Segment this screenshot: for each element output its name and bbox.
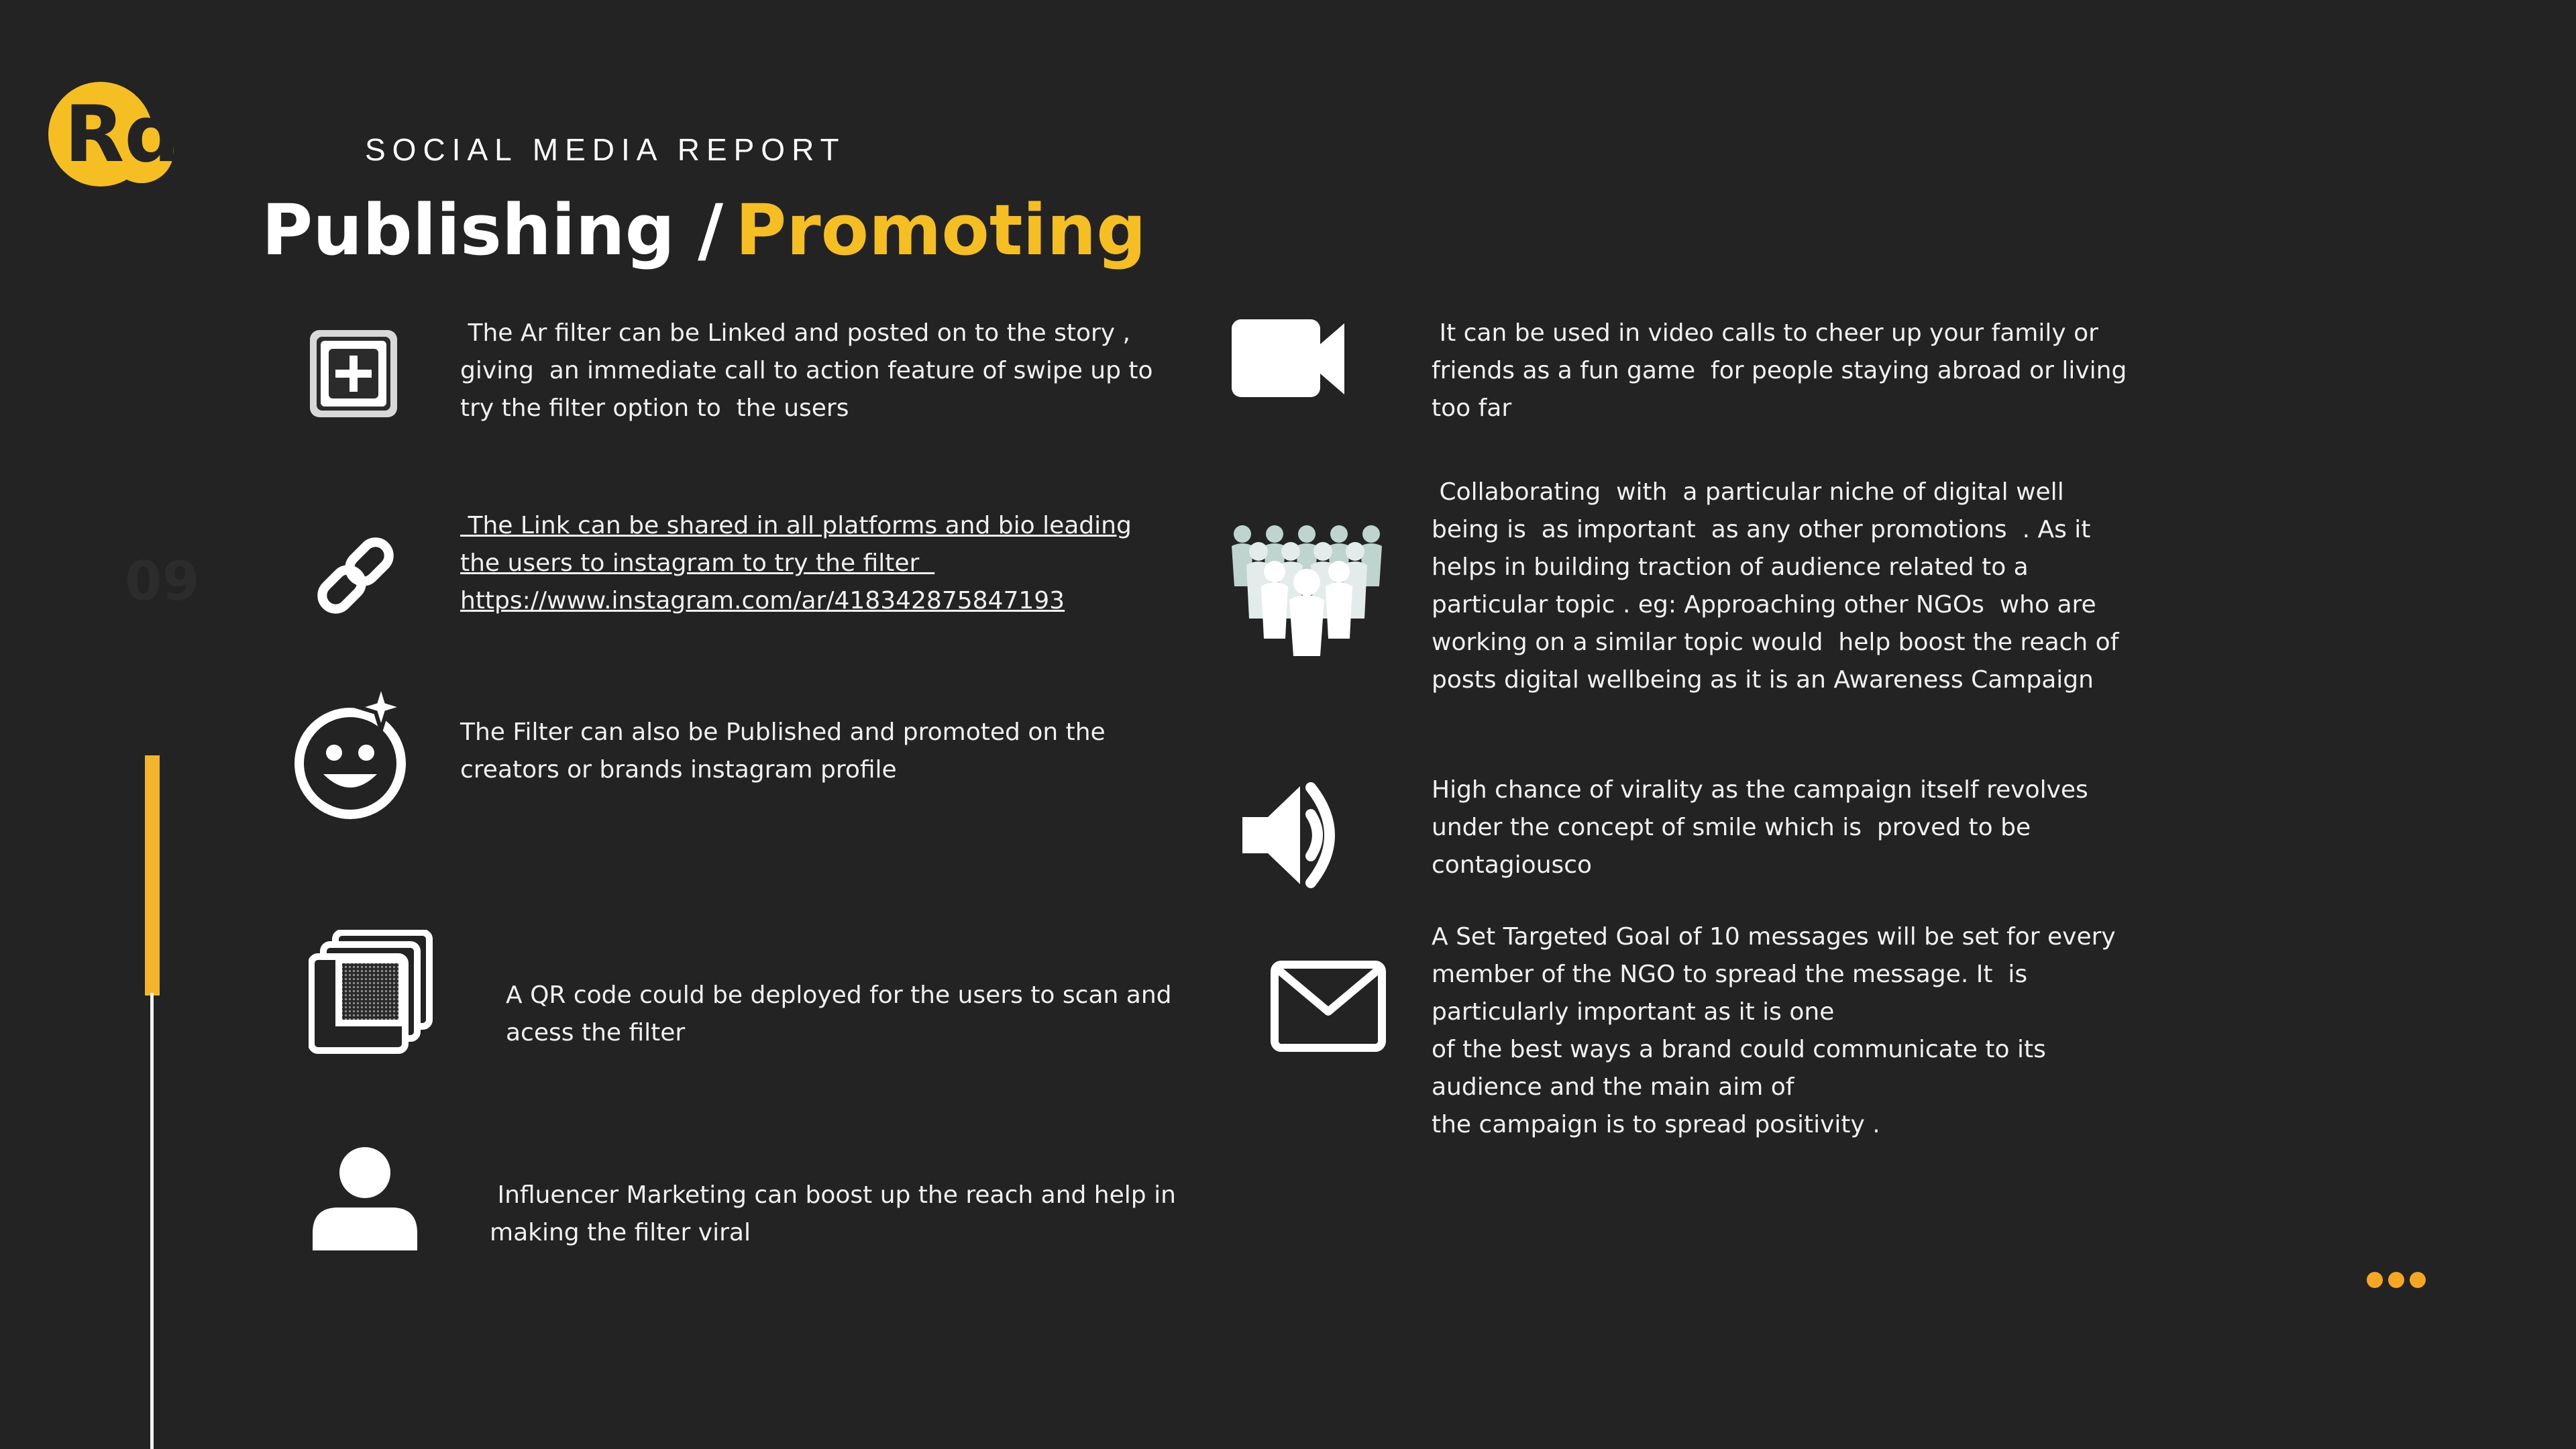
- title-publishing: Publishing: [262, 189, 676, 271]
- left-item-3-text: The Filter can also be Published and promoted on the creators or brands instagram profile: [460, 718, 1106, 784]
- crowd-icon: [1230, 525, 1385, 661]
- user-icon: [311, 1146, 419, 1256]
- link-description: The Link can be shared in all platforms and bio leading the users to instagram to try the filter: [460, 512, 1132, 577]
- report-eyebrow: SOCIAL MEDIA REPORT: [365, 132, 846, 167]
- brand-logo: [38, 82, 199, 196]
- title-promoting: Promoting: [735, 189, 1146, 271]
- page-number: 09: [125, 550, 200, 612]
- timeline-line: [150, 993, 154, 1449]
- page-title: [262, 186, 1146, 274]
- right-item-1-text: It can be used in video calls to cheer up your family or friends as a fun game for people staying abroad or living too far: [1432, 319, 2127, 422]
- sparkle-smiley-icon: [288, 682, 409, 825]
- link-icon: [310, 530, 401, 624]
- speaker-icon: [1241, 778, 1362, 895]
- left-item-5-text: Influencer Marketing can boost up the reach and help in making the filter viral: [490, 1181, 1176, 1246]
- add-square-icon: [309, 329, 398, 421]
- dot: [2367, 1272, 2383, 1288]
- dot: [2388, 1272, 2404, 1288]
- left-item-1-text: The Ar filter can be Linked and posted on to the story , giving an immediate call to action feature of swipe up to try the filter option to the users: [460, 319, 1153, 422]
- right-item-4-text: A Set Targeted Goal of 10 messages will be set for every member of the NGO to spread the message. It is particularly important as it is one of the best ways a brand could communicate to its audience and the main aim of the campaign is to spread positivity .: [1432, 923, 2116, 1138]
- right-item-2-text: Collaborating with a particular niche of digital well being is as important as any other promotions . As it helps in building traction of audience related to a particular topic . eg: Approaching other NGOs who are working on a similar topic would help boost the reach of posts digital wellbeing as it is an Awareness Campaign: [1432, 478, 2119, 694]
- instagram-filter-link[interactable]: https://www.instagram.com/ar/418342875847193: [460, 587, 1065, 614]
- right-item-3-text: High chance of virality as the campaign itself revolves under the concept of smile which is proved to be contagiousco: [1432, 776, 2088, 879]
- left-item-4-text: A QR code could be deployed for the users to scan and acess the filter: [506, 981, 1172, 1046]
- left-item-2-text: [460, 507, 1132, 620]
- more-dots-icon[interactable]: [2367, 1272, 2434, 1289]
- video-camera-icon: [1232, 319, 1347, 401]
- title-separator: /: [698, 189, 724, 271]
- accent-progress-bar: [145, 755, 160, 996]
- qr-stack-icon: [309, 930, 433, 1057]
- logo-letter-r: Rd: [64, 89, 180, 180]
- dot: [2410, 1272, 2426, 1288]
- mail-icon: [1271, 961, 1386, 1055]
